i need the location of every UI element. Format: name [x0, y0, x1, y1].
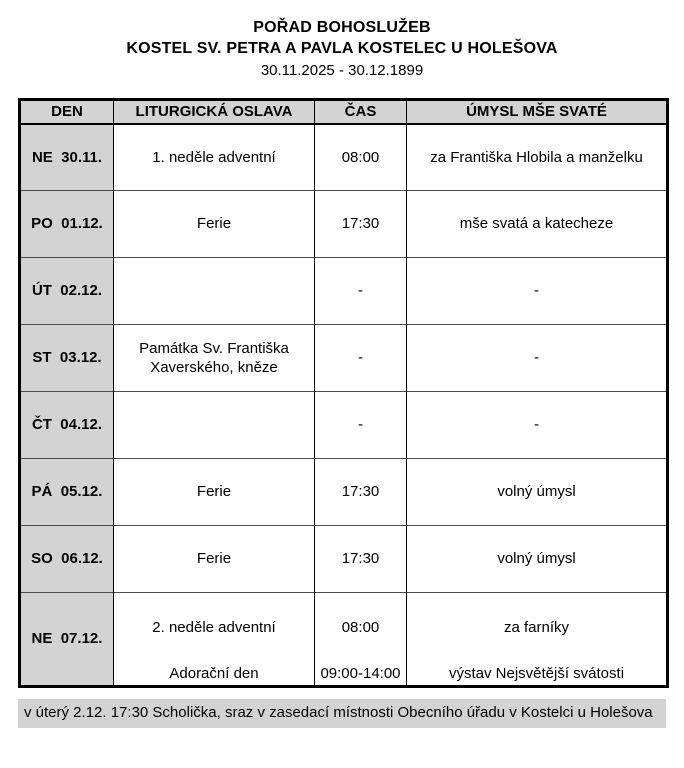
celebration-cell: Ferie	[114, 459, 315, 526]
column-header-day: DEN	[20, 100, 114, 124]
column-header-time: ČAS	[315, 100, 407, 124]
church-name: KOSTEL SV. PETRA A PAVLA KOSTELEC U HOLEŠOVA	[126, 40, 558, 57]
document-header	[0, 0, 684, 81]
table-row	[20, 124, 668, 191]
celebration-cell	[114, 392, 315, 459]
celebration-cell: Ferie	[114, 191, 315, 258]
table-row	[20, 593, 668, 687]
celebration-cell	[114, 593, 315, 687]
table-row	[20, 526, 668, 593]
celebration-cell: Památka Sv. Františka Xaverského, kněze	[114, 325, 315, 392]
table-row	[20, 325, 668, 392]
day-cell: NE 30.11.	[20, 124, 114, 191]
column-header-intention: ÚMYSL MŠE SVATÉ	[407, 100, 668, 124]
time-cell: 17:30	[315, 191, 407, 258]
intention-cell: za Františka Hlobila a manželku	[407, 124, 668, 191]
celebration-line-1: 2. neděle adventní	[152, 618, 276, 636]
day-cell: PÁ 05.12.	[20, 459, 114, 526]
time-line-2: 09:00-14:00	[320, 664, 401, 682]
table-row	[20, 459, 668, 526]
day-cell: ST 03.12.	[20, 325, 114, 392]
intention-cell: volný úmysl	[407, 526, 668, 593]
day-cell: PO 01.12.	[20, 191, 114, 258]
intention-cell: -	[407, 325, 668, 392]
time-cell: 17:30	[315, 526, 407, 593]
date-range: 30.11.2025 - 30.12.1899	[260, 62, 424, 79]
celebration-line-2: Adorační den	[169, 664, 259, 682]
day-cell: SO 06.12.	[20, 526, 114, 593]
time-line-1: 08:00	[341, 618, 380, 636]
table-row	[20, 392, 668, 459]
intention-cell: -	[407, 258, 668, 325]
intention-line-2: výstav Nejsvětější svátosti	[448, 664, 625, 682]
celebration-cell	[114, 258, 315, 325]
time-cell: -	[315, 392, 407, 459]
table-header-row	[20, 100, 668, 124]
intention-cell: -	[407, 392, 668, 459]
day-cell: ČT 04.12.	[20, 392, 114, 459]
time-cell: -	[315, 325, 407, 392]
column-header-celebration: LITURGICKÁ OSLAVA	[114, 100, 315, 124]
time-cell: 17:30	[315, 459, 407, 526]
intention-line-1: za farníky	[503, 618, 570, 636]
day-cell: NE 07.12.	[20, 593, 114, 687]
time-cell: -	[315, 258, 407, 325]
footer-note: v úterý 2.12. 17:30 Scholička, sraz v zasedací místnosti Obecního úřadu v Kostelci u Holešova	[18, 699, 666, 728]
day-cell: ÚT 02.12.	[20, 258, 114, 325]
time-cell	[315, 593, 407, 687]
table-row	[20, 258, 668, 325]
time-cell: 08:00	[315, 124, 407, 191]
table-row	[20, 191, 668, 258]
celebration-cell: Ferie	[114, 526, 315, 593]
intention-cell: mše svatá a katecheze	[407, 191, 668, 258]
celebration-cell: 1. neděle adventní	[114, 124, 315, 191]
schedule-table	[18, 98, 669, 688]
intention-cell	[407, 593, 668, 687]
document-title: POŘAD BOHOSLUŽEB	[253, 19, 431, 36]
intention-cell: volný úmysl	[407, 459, 668, 526]
